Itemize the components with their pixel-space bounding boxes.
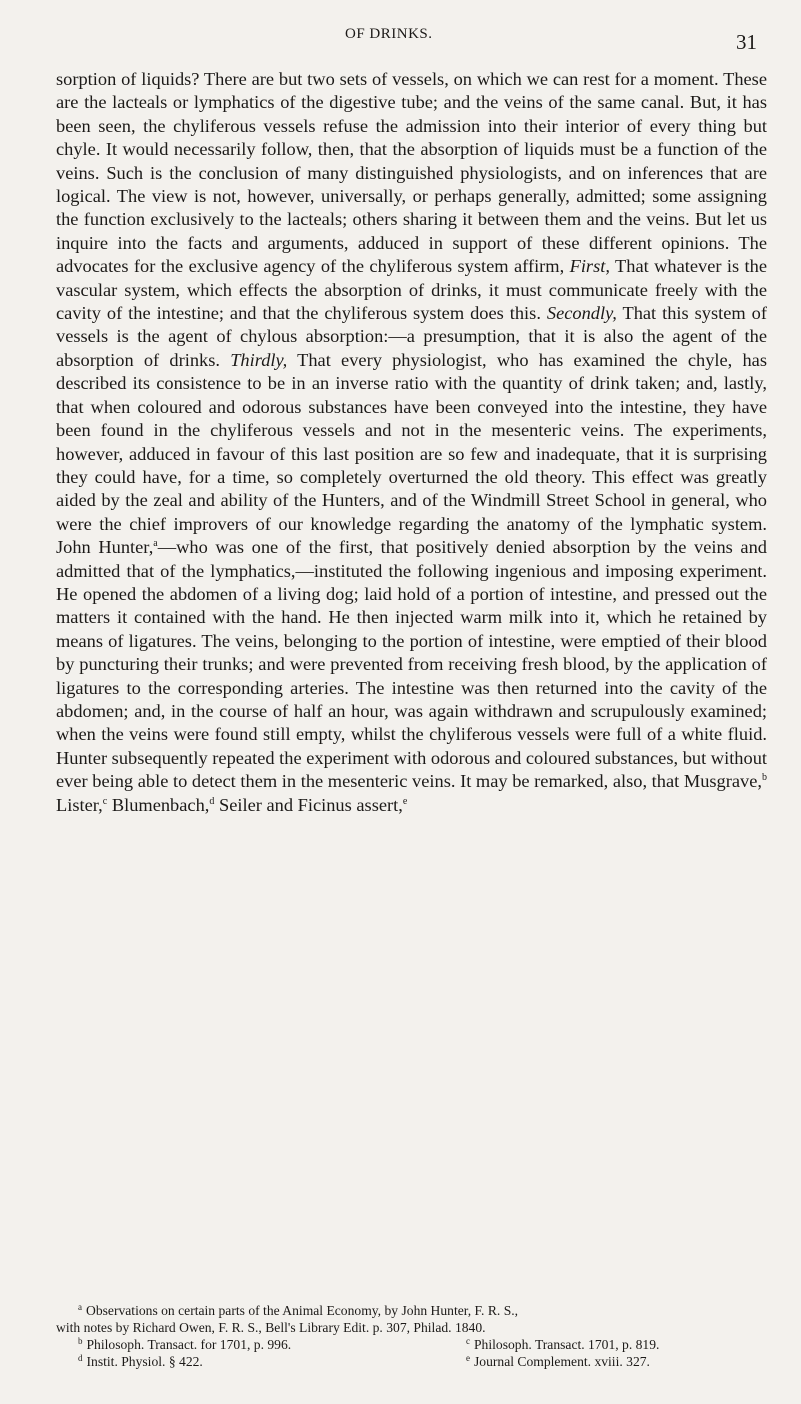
footnote-row bbox=[56, 1353, 771, 1370]
page-number: 31 bbox=[736, 30, 757, 54]
text-segment: Lister, bbox=[56, 794, 103, 815]
main-paragraph bbox=[56, 68, 767, 817]
footnote-row bbox=[56, 1336, 771, 1353]
footnote-text: with notes by Richard Owen, F. R. S., Bell's Library Edit. p. 307, Philad. 1840. bbox=[56, 1320, 486, 1335]
footnote-ref-e: e bbox=[402, 795, 408, 807]
text-segment: That this system of vessels is the agent of chylous absorption:—a presumption, that it is also the agent of the absorption of drinks. bbox=[56, 303, 767, 370]
footnote-text: Observations on certain parts of the Animal Economy, by John Hunter, F. R. S., bbox=[86, 1303, 519, 1318]
footnote-e bbox=[466, 1353, 771, 1370]
running-title: OF DRINKS. bbox=[345, 26, 433, 42]
footnote-ref-d: d bbox=[209, 795, 215, 807]
footnote-mark: b bbox=[78, 1336, 83, 1346]
footnote-mark: e bbox=[466, 1353, 470, 1363]
footnote-text: Journal Complement. xviii. 327. bbox=[474, 1354, 650, 1369]
footnote-text: Instit. Physiol. § 422. bbox=[86, 1354, 203, 1369]
footnote-c bbox=[466, 1336, 771, 1353]
text-segment: That whatever is the vascular system, which effects the absorption of drinks, it must communicate freely with the cavity of the intestine; and that the chyliferous system does this. bbox=[56, 256, 767, 324]
text-segment: —who was one of the first, that positively denied absorption by the veins and admitted that of the lymphatics,—instituted the following ingenious and imposing experiment. He opened the abdomen of a living dog; laid hold of a portion of intestine, and pressed out the matters it contained with the hand. He then injected warm milk into it, which he retained by means of ligatures. The veins, belonging to the portion of intestine, were emptied of their blood by puncturing their trunks; and were prevented from receiving fresh blood, by the application of ligatures to the corresponding arteries. The intestine was then returned into the cavity of the abdomen; and, in the course of half an hour, was again withdrawn and scrupulously examined; when the veins were found still empty, whilst the chyliferous vessels were full of a white fluid. Hunter subsequently repeated the experiment with odorous and coloured substances, but without ever being able to detect them in the mesenteric veins. It may be remarked, also, that Musgrave, bbox=[56, 537, 767, 792]
text-segment: That every physiologist, who has examined the chyle, has described its consistence to be in an inverse ratio with the quantity of drink taken; and, lastly, that when coloured and odorous substances have been conveyed into the intestine, they have been found in the chyliferous vessels and not in the mesenteric veins. The experiments, however, adduced in favour of this last position are so few and inadequate, that it is surprising they could have, for a time, so completely overturned the old theory. This effect was greatly aided by the zeal and ability of the Hunters, and of the Windmill Street School in general, who were the chief improvers of our knowledge regarding the anatomy of the lymphatic system. John Hunter, bbox=[56, 349, 767, 558]
italic-secondly: Secondly, bbox=[546, 303, 617, 324]
text-segment: Blumenbach, bbox=[107, 794, 210, 815]
footnote-mark: d bbox=[78, 1353, 83, 1363]
footnotes bbox=[56, 1302, 771, 1370]
footnote-ref-b: b bbox=[762, 772, 767, 784]
footnote-a-continued bbox=[56, 1319, 771, 1336]
footnote-text: Philosoph. Transact. 1701, p. 819. bbox=[474, 1337, 660, 1352]
italic-first: First, bbox=[569, 256, 610, 277]
footnote-ref-a: a bbox=[153, 538, 158, 550]
footnote-a bbox=[56, 1302, 771, 1319]
footnote-ref-c: c bbox=[102, 795, 108, 807]
text-segment: sorption of liquids? There are but two sets of vessels, on which we can rest for a moment. These are the lacteals or lymphatics of the digestive tube; and the veins of the same canal. But, it has been seen, the chyliferous vessels refuse the admission into their interior of every thing but chyle. It would necessarily follow, then, that the absorption of liquids must be a function of the veins. Such is the conclusion of many distinguished physiologists, and on inferences that are logical. The view is not, however, universally, or perhaps generally, admitted; some assigning the function exclusively to the lacteals; others sharing it between them and the veins. But let us inquire into the facts and arguments, adduced in support of these different opinions. The advocates for the exclusive agency of the chyliferous system affirm, bbox=[56, 69, 767, 277]
footnote-mark: a bbox=[78, 1302, 82, 1312]
body-text bbox=[56, 68, 767, 817]
running-head bbox=[0, 24, 801, 64]
footnote-d bbox=[56, 1353, 466, 1370]
footnote-b bbox=[56, 1336, 466, 1353]
text-segment: Seiler and Ficinus assert, bbox=[214, 794, 403, 815]
italic-thirdly: Thirdly, bbox=[230, 349, 288, 370]
footnote-text: Philosoph. Transact. for 1701, p. 996. bbox=[86, 1337, 292, 1352]
footnote-mark: c bbox=[466, 1336, 470, 1346]
